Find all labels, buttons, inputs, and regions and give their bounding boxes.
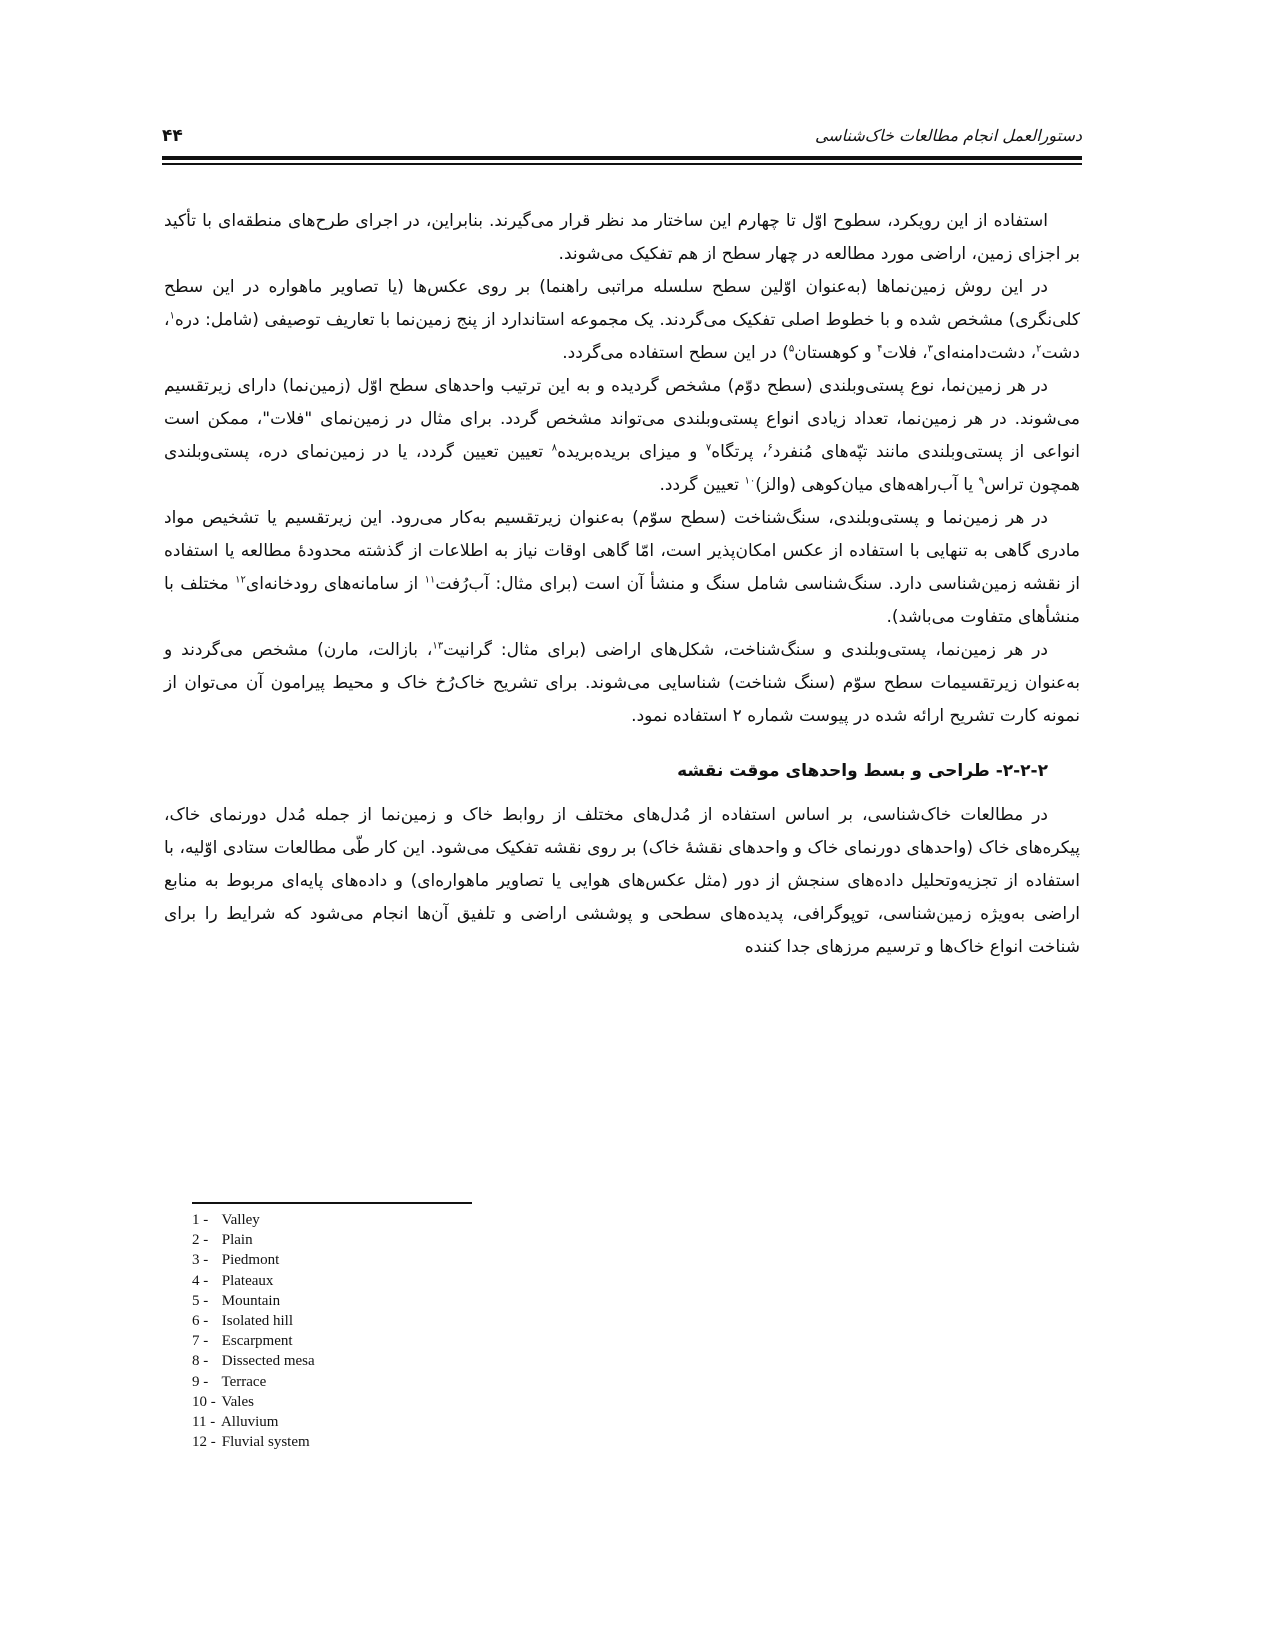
- footnote-text: Vales: [221, 1393, 254, 1410]
- footnote-marker: ۵: [788, 343, 795, 355]
- paragraph-text: ) در این سطح استفاده می‌گردد.: [562, 343, 789, 363]
- footnote-marker: ۱: [169, 310, 175, 322]
- paragraph-text: یا آب‌راهه‌های میان‌کوهی (والز): [755, 475, 979, 495]
- footnote-marker: ۱۳: [432, 640, 444, 652]
- footnote-text: Escarpment: [221, 1333, 293, 1350]
- paragraph-text: در هر زمین‌نما، پستی‌وبلندی و سنگ‌شناخت، شکل‌های اراضی (برای مثال: گرانیت: [443, 640, 1048, 660]
- paragraph: [164, 271, 1080, 370]
- footnote-marker: ۳: [927, 343, 934, 355]
- section-paragraph: در مطالعات خاک‌شناسی، بر اساس استفاده از مُدل‌های مختلف از روابط خاک و زمین‌نما از جمله مُدل دورنمای خاک، پیکره‌های خاک (واحدهای دورنمای خاک و واحدهای نقشهٔ خاک) بر روی نقشه تفکیک می‌شود. این کار طّی مطالعات ستادی اوّلیه، با استفاده از تجزیه‌وتحلیل داده‌های سنجش از دور (مثل عکس‌های هوایی یا تصاویر ماهواره‌ای) و داده‌های پایه‌ای مربوط به منابع اراضی به‌ویژه زمین‌شناسی، توپوگرافی، پدیده‌های سطحی و پوششی اراضی و تلفیق آن‌ها انجام می‌شود که شرایط را برای شناخت انواع خاک‌ها و ترسیم مرزهای جدا کننده: [164, 805, 1080, 957]
- footnote-number: 10 -: [192, 1393, 216, 1410]
- footnote-text: Fluvial system: [221, 1434, 310, 1451]
- footnote-marker: ۹: [978, 475, 984, 487]
- footnote-number: 7 -: [192, 1333, 209, 1350]
- footnote-text: Mountain: [221, 1292, 281, 1309]
- paragraph-text: مختلف با منشأهای متفاوت می‌باشد).: [164, 574, 1080, 627]
- paragraph-text: استفاده از این رویکرد، سطوح اوّل تا چهارم این ساختار مد نظر قرار می‌گیرند. بنابراین، در اجرای طرح‌های منطقه‌ای با تأکید بر اجزای زمین، اراضی مورد مطالعه در چهار سطح از هم تفکیک می‌شوند.: [164, 211, 1080, 264]
- paragraph: [164, 502, 1080, 634]
- footnote-marker: ۱۱: [424, 574, 436, 586]
- paragraph: [164, 205, 1080, 271]
- footnote-number: 4 -: [192, 1272, 209, 1289]
- section-heading: ۲-۲-۲- طراحی و بسط واحدهای موقت نقشه: [677, 761, 1048, 781]
- paragraph-text: و کوهستان: [794, 343, 878, 363]
- footnote-marker: ۱۰: [744, 475, 756, 487]
- paragraph-text: و میزای بریده‌بریده: [557, 442, 706, 462]
- footnote-number: 1 -: [192, 1212, 209, 1228]
- footnote-item: [192, 1311, 592, 1331]
- footnote-item: [192, 1432, 592, 1452]
- footnote-item: [192, 1230, 592, 1250]
- footnote-text: Valley: [221, 1212, 260, 1228]
- paragraph-text: از سامانه‌های رودخانه‌ای: [245, 574, 425, 594]
- footnote-item: [192, 1392, 592, 1412]
- header-rule-thin: [162, 163, 1082, 165]
- paragraph-text: ، پرتگاه: [711, 442, 768, 462]
- footnote-text: Dissected mesa: [221, 1353, 315, 1370]
- footnote-item: [192, 1372, 592, 1392]
- footnote-number: 3 -: [192, 1252, 209, 1269]
- footnote-text: Isolated hill: [221, 1313, 293, 1330]
- footnote-item: [192, 1291, 592, 1311]
- footnote-number: 6 -: [192, 1313, 209, 1330]
- running-title: دستورالعمل انجام مطالعات خاک‌شناسی: [814, 126, 1082, 145]
- footnote-item: [192, 1271, 592, 1291]
- footnote-text: Plateaux: [221, 1272, 274, 1289]
- page-number: ۴۴: [162, 126, 183, 146]
- footnote-item: [192, 1351, 592, 1371]
- header-rule-thick: [162, 156, 1082, 160]
- footnote-item: [192, 1331, 592, 1351]
- footnote-marker: ۷: [705, 442, 712, 454]
- paragraph-text: تعیین تعیین گردد، یا در زمین‌نمای دره، پستی‌وبلندی همچون تراس: [164, 442, 1080, 495]
- footnote-marker: ۸: [551, 442, 558, 454]
- footnote-text: Plain: [221, 1232, 253, 1249]
- paragraph: [164, 370, 1080, 502]
- paragraph-text: ، بازالت، مارن) مشخص می‌گردند و به‌عنوان زیرتقسیمات سطح سوّم (سنگ شناخت) شناسایی می‌شوند. برای تشریح خاک‌رُخ خاک و محیط پیرامون آن می‌توان از نمونه کارت تشریح ارائه شده در پیوست شماره ۲ استفاده نمود.: [164, 640, 1080, 726]
- footnote-marker: ۶: [767, 442, 773, 454]
- footnote-item: [192, 1210, 592, 1230]
- footnote-marker: ۱۲: [235, 574, 246, 586]
- paragraph-text: ، دشت‌دامنه‌ای: [933, 343, 1037, 363]
- footnote-rule: [192, 1202, 472, 1204]
- footnote-text: Terrace: [221, 1373, 267, 1390]
- paragraph-text: در این روش زمین‌نماها (به‌عنوان اوّلین سطح سلسله مراتبی راهنما) بر روی عکس‌ها (یا تصاویر ماهواره در این سطح کلی‌نگری) مشخص شده و با خطوط اصلی تفکیک می‌گردند. یک مجموعه استاندارد از پنج زمین‌نما با تعاریف توصیفی (شامل: دره: [164, 277, 1080, 330]
- footnote-number: 5 -: [192, 1292, 209, 1309]
- footnote-marker: ۴: [877, 343, 883, 355]
- footnote-text: Alluvium: [220, 1414, 279, 1431]
- footnote-text: Piedmont: [221, 1252, 280, 1269]
- paragraph-text: در هر زمین‌نما و پستی‌وبلندی، سنگ‌شناخت (سطح سوّم) به‌عنوان زیرتقسیم به‌کار می‌رود. این زیرتقسیم یا تشخیص مواد مادری گاهی به تنهایی با استفاده از عکس امکان‌پذیر است، امّا گاهی اوقات نیاز به اطلاعات از گذشته محدودهٔ مطالعه یا استفاده از نقشه زمین‌شناسی دارد. سنگ‌شناسی شامل سنگ و منشأ آن است (برای مثال: آب‌رُفت: [164, 508, 1081, 594]
- paragraph: [164, 634, 1080, 733]
- footnote-number: 2 -: [192, 1232, 209, 1249]
- body-text: [164, 205, 1080, 964]
- footnote-marker: ۲: [1036, 343, 1042, 355]
- page-header: [162, 126, 1082, 150]
- paragraph-text: ، فلات: [882, 343, 928, 363]
- footnote-number: 12 -: [192, 1434, 216, 1451]
- paragraph-text: ، دشت: [164, 310, 1080, 363]
- paragraph-text: در هر زمین‌نما، نوع پستی‌وبلندی (سطح دوّم) مشخص گردیده و به این ترتیب واحدهای سطح اوّل (زمین‌نما) دارای زیرتقسیم می‌شوند. در هر زمین‌نما، تعداد زیادی انواع پستی‌وبلندی می‌تواند مشخص گردد. برای مثال در زمین‌نمای "فلات"، ممکن است انواعی از پستی‌وبلندی مانند تپّه‌های مُنفرد: [164, 376, 1080, 462]
- footnote-number: 8 -: [192, 1353, 209, 1370]
- footnote-number: 9 -: [192, 1373, 209, 1390]
- footnote-number: 11 -: [192, 1414, 216, 1431]
- paragraph-text: تعیین گردد.: [659, 475, 745, 495]
- footnote-item: [192, 1250, 592, 1270]
- footnote-list: [192, 1210, 592, 1452]
- footnote-item: [192, 1412, 592, 1432]
